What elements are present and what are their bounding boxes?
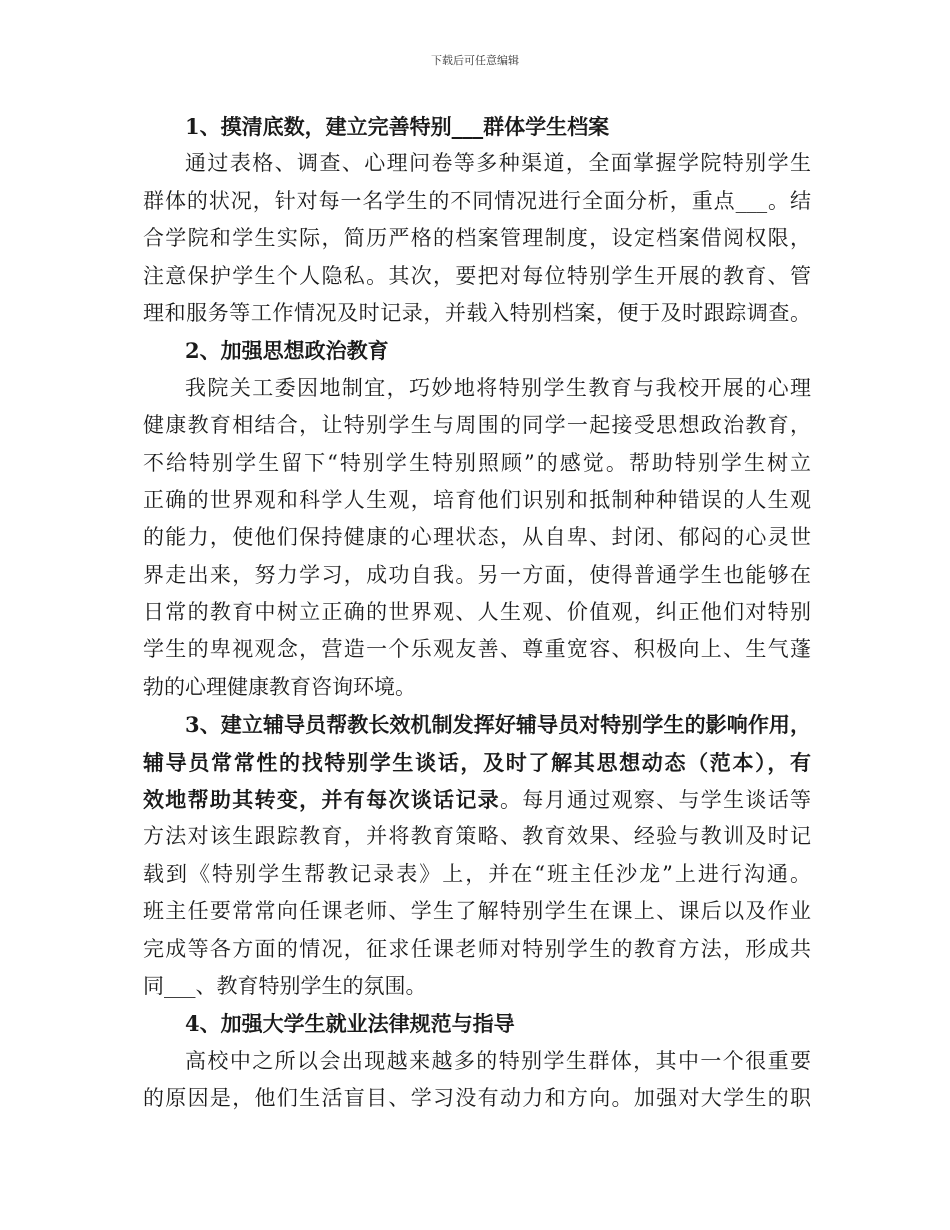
text-line [143, 781, 811, 818]
text-line: 正确的世界观和科学人生观，培育他们识别和抵制种种错误的人生观 [143, 487, 811, 512]
text-line: 方法对该生跟踪教育，并将教育策略、教育效果、经验与教训及时记 [143, 824, 811, 849]
text-line: 同___、教育特别学生的氛围。 [143, 973, 427, 998]
text-line: 的能力，使他们保持健康的心理状态，从自卑、封闭、郁闷的心灵世 [143, 525, 811, 550]
text-line: 不给特别学生留下“特别学生特别照顾”的感觉。帮助特别学生树立 [143, 450, 811, 475]
text-line: 通过表格、调查、心理问卷等多种渠道，全面掌握学院特别学生 [185, 151, 811, 176]
text-line: 健康教育相结合，让特别学生与周围的同学一起接受思想政治教育， [143, 413, 811, 438]
text-line: 载到《特别学生帮教记录表》上，并在“班主任沙龙”上进行沟通。 [143, 861, 811, 886]
document-body [143, 108, 811, 1118]
page-header-note: 下载后可任意编辑 [431, 54, 519, 67]
text-line: 理和服务等工作情况及时记录，并载入特别档案，便于及时跟踪调查。 [143, 300, 811, 325]
text-line: 合学院和学生实际，简历严格的档案管理制度，设定档案借阅权限， [143, 226, 811, 251]
section-heading: 3、建立辅导员帮教长效机制发挥好辅导员对特别学生的影响作用， [185, 712, 811, 738]
text-line: 高校中之所以会出现越来越多的特别学生群体，其中一个很重要 [185, 1048, 811, 1073]
text-line: 日常的教育中树立正确的世界观、人生观、价值观，纠正他们对特别 [143, 600, 811, 625]
section-heading: 1、摸清底数，建立完善特别___群体学生档案 [185, 114, 610, 139]
text-line: 的原因是，他们生活盲目、学习没有动力和方向。加强对大学生的职 [143, 1086, 811, 1111]
section-heading: 2、加强思想政治教育 [185, 338, 389, 364]
text-line: 界走出来，努力学习，成功自我。另一方面，使得普通学生也能够在 [143, 562, 811, 587]
text-line: 我院关工委因地制宜，巧妙地将特别学生教育与我校开展的心理 [185, 375, 811, 400]
text-line: 辅导员常常性的找特别学生谈话，及时了解其思想动态（范本），有 [143, 749, 811, 775]
text-line: 班主任要常常向任课老师、学生了解特别学生在课上、课后以及作业 [143, 899, 811, 924]
text-line: 勃的心理健康教育咨询环境。 [143, 674, 416, 699]
text-line: 完成等各方面的情况，征求任课老师对特别学生的教育方法，形成共 [143, 936, 811, 961]
text-line: 学生的卑视观念，营造一个乐观友善、尊重宽容、积极向上、生气蓬 [143, 637, 811, 662]
text-segment: 。每月通过观察、与学生谈话等 [499, 788, 811, 813]
section-heading: 4、加强大学生就业法律规范与指导 [185, 1011, 515, 1037]
text-line: 注意保护学生个人隐私。其次，要把对每位特别学生开展的教育、管 [143, 263, 811, 288]
text-line: 群体的状况，针对每一名学生的不同情况进行全面分析，重点___。结 [143, 188, 811, 213]
text-segment: 效地帮助其转变，并有每次谈话记录 [143, 787, 500, 813]
